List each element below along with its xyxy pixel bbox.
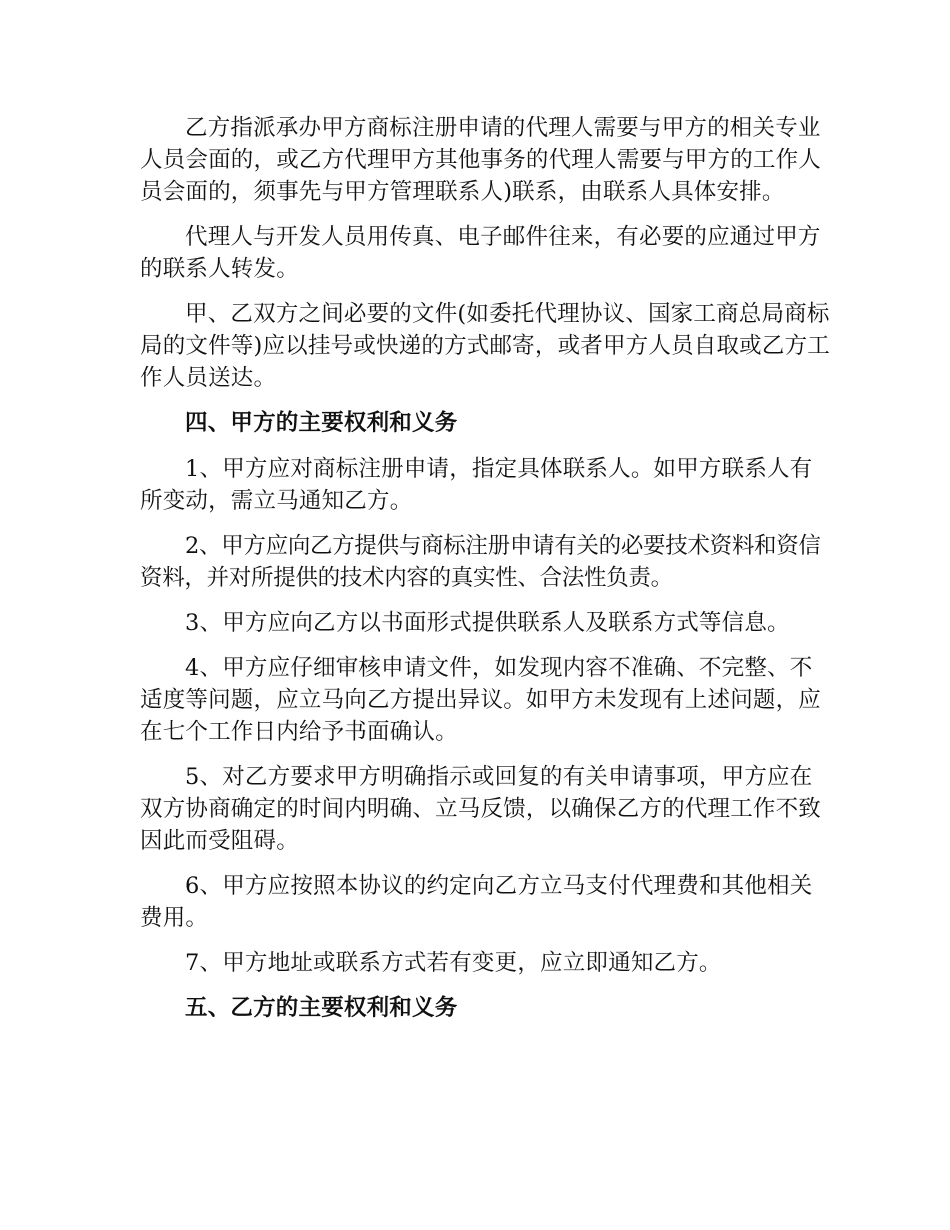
- paragraph-contact-arrangement: 乙方指派承办甲方商标注册申请的代理人需要与甲方的相关专业人员会面的，或乙方代理甲方其他事务的代理人需要与甲方的工作人员会面的，须事先与甲方管理联系人)联系，由联系人具体安排。: [140, 115, 822, 205]
- list-item-party-a-4: 4、甲方应仔细审核申请文件，如发现内容不准确、不完整、不适度等问题，应立马向乙方提出异议。如甲方未发现有上述问题，应在七个工作日内给予书面确认。: [140, 655, 822, 745]
- list-item-party-a-7: 7、甲方地址或联系方式若有变更，应立即通知乙方。: [185, 950, 722, 976]
- list-item-party-a-1: 1、甲方应对商标注册申请，指定具体联系人。如甲方联系人有所变动，需立马通知乙方。: [140, 456, 813, 514]
- list-item-party-a-5: 5、对乙方要求甲方明确指示或回复的有关申请事项，甲方应在双方协商确定的时间内明确、立马反馈，以确保乙方的代理工作不致因此而受阻碍。: [140, 764, 822, 854]
- paragraph-fax-email: 代理人与开发人员用传真、电子邮件往来，有必要的应通过甲方的联系人转发。: [140, 224, 821, 282]
- paragraph-document-delivery: 甲、乙双方之间必要的文件(如委托代理协议、国家工商总局商标局的文件等)应以挂号或快递的方式邮寄，或者甲方人员自取或乙方工作人员送达。: [140, 301, 830, 391]
- list-item-party-a-6: 6、甲方应按照本协议的约定向乙方立马支付代理费和其他相关费用。: [140, 873, 813, 931]
- section-heading-party-b-rights: 五、乙方的主要权利和义务: [185, 995, 458, 1021]
- list-item-party-a-3: 3、甲方应向乙方以书面形式提供联系人及联系方式等信息。: [185, 610, 790, 636]
- list-item-party-a-2: 2、甲方应向乙方提供与商标注册申请有关的必要技术资料和资信资料，并对所提供的技术内容的真实性、合法性负责。: [140, 533, 821, 591]
- document-body: [140, 112, 830, 1038]
- section-heading-party-a-rights: 四、甲方的主要权利和义务: [185, 410, 458, 436]
